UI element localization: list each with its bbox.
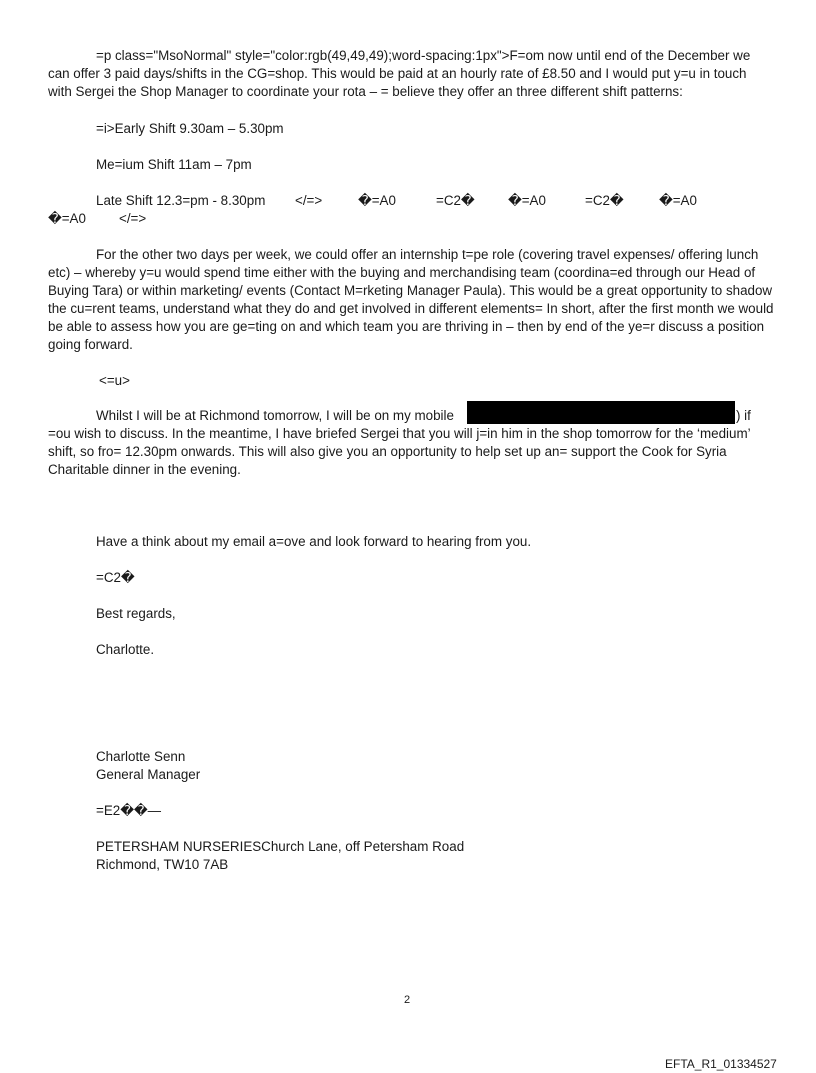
- page-number: 2: [404, 994, 411, 1006]
- shift-medium: Me=ium Shift 11am – 7pm: [96, 157, 252, 172]
- redaction-box: [467, 401, 735, 424]
- shift-late: Late Shift 12.3=pm - 8.30pm: [96, 193, 266, 208]
- late-fragment: =C2�: [585, 193, 624, 208]
- u-tag: <=u>: [99, 373, 130, 388]
- late-fragment: </=>: [295, 193, 323, 208]
- late-fragment: �=A0: [358, 193, 396, 208]
- shift-early: =i>Early Shift 9.30am – 5.30pm: [96, 121, 284, 136]
- signature-title: General Manager: [96, 767, 201, 782]
- paragraph-mobile-start: Whilst I will be at Richmond tomorrow, I will be on my mobile: [96, 408, 454, 423]
- signature-name: Charlotte Senn: [96, 749, 186, 764]
- paragraph-mobile-after: ) if: [736, 408, 751, 423]
- late-fragment: =C2�: [436, 193, 475, 208]
- encoding-artifact: =C2�: [96, 570, 135, 585]
- closing-line: Have a think about my email a=ove and look forward to hearing from you.: [96, 534, 532, 549]
- late-fragment: �=A0: [659, 193, 697, 208]
- late-fragment: �=A0: [508, 193, 546, 208]
- paragraph-mobile-rest: =ou wish to discuss. In the meantime, I have briefed Sergei that you will j=in him in the shop tomorrow for the ‘medium’ shift, so fro= 12.30pm onwards. This will also give you an opportunity to help set up an= support the Cook for Syria Charitable dinner in the evening.: [48, 426, 751, 477]
- address-line-2: Richmond, TW10 7AB: [96, 857, 229, 872]
- wrap-fragment: </=>: [119, 211, 147, 226]
- paragraph-internship: For the other two days per week, we could offer an internship t=pe role (covering travel expenses/ offering lunch etc) – whereby y=u would spend time either with the buying and merchandising team (coordina=ed through our Head of Buying Tara) or within marketing/ events (Contact M=rketing Manager Paula). This would be a great opportunity to shadow the cu=rent teams, understand what they do and get involved in different elements= In short, after the first month we would be able to assess how you are ge=ting on and which team you are thriving in – then by end of the ye=r discuss a position going forward.: [48, 247, 774, 352]
- signoff: Charlotte.: [96, 642, 155, 657]
- bates-number: EFTA_R1_01334527: [665, 1057, 777, 1071]
- wrap-fragment: �=A0: [48, 211, 86, 226]
- paragraph-offer: =p class="MsoNormal" style="color:rgb(49,49,49);word-spacing:1px">F=om now until end of the December we can offer 3 paid days/shifts in the CG=shop. This would be paid at an hourly rate of £8.50 and I would put y=u in touch with Sergei the Shop Manager to coordinate your rota – = believe they offer an three different shift patterns:: [48, 48, 751, 99]
- regards: Best regards,: [96, 606, 176, 621]
- address-line-1: PETERSHAM NURSERIESChurch Lane, off Petersham Road: [96, 839, 465, 854]
- signature-artifact: =E2��—: [96, 803, 162, 818]
